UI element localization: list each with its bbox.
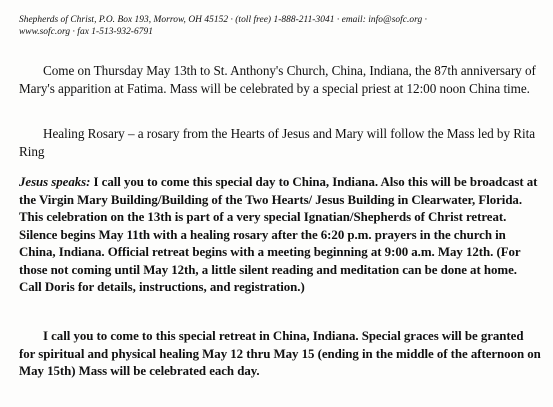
closing-paragraph: I call you to come to this special retreat in China, Indiana. Special graces will be granted for spiritual and physical healing May 12 thru May 15 (ending in the middle of the afternoon on May 15th) Mass will be celebrated each day. <box>19 329 541 378</box>
speaker-label: Jesus speaks: <box>19 175 91 189</box>
contact-line-1: Shepherds of Christ, P.O. Box 193, Morrow, OH 45152 · (toll free) 1-888-211-3041 · email: info@sofc.org · <box>19 15 428 25</box>
contact-header <box>19 14 539 38</box>
healing-rosary-paragraph: Healing Rosary – a rosary from the Hearts of Jesus and Mary will follow the Mass led by Rita Ring <box>19 126 536 159</box>
message-text: I call you to come this special day to China, Indiana. Also this will be broadcast at the Virgin Mary Building/Building of the Two Hearts/ Jesus Building in Clearwater, Florida. This celebration on the 13th is part of a very special Ignatian/Shepherds of Christ retreat. Silence begins May 11th with a healing rosary after the 6:20 p.m. prayers in the church in China, Indiana. Official retreat begins with a meeting beginning at 9:00 a.m. May 12th. (For those not coming until May 12th, a little silent reading and meditation can be done at home. Call Doris for details, instructions, and registration.) <box>19 175 538 294</box>
announcement-paragraph: Come on Thursday May 13th to St. Anthony's Church, China, Indiana, the 87th anniversary of Mary's apparition at Fatima. Mass will be celebrated by a special priest at 12:00 noon China time. <box>19 63 536 96</box>
contact-line-2: www.sofc.org · fax 1-513-932-6791 <box>19 27 153 37</box>
jesus-message-paragraph <box>19 174 541 297</box>
